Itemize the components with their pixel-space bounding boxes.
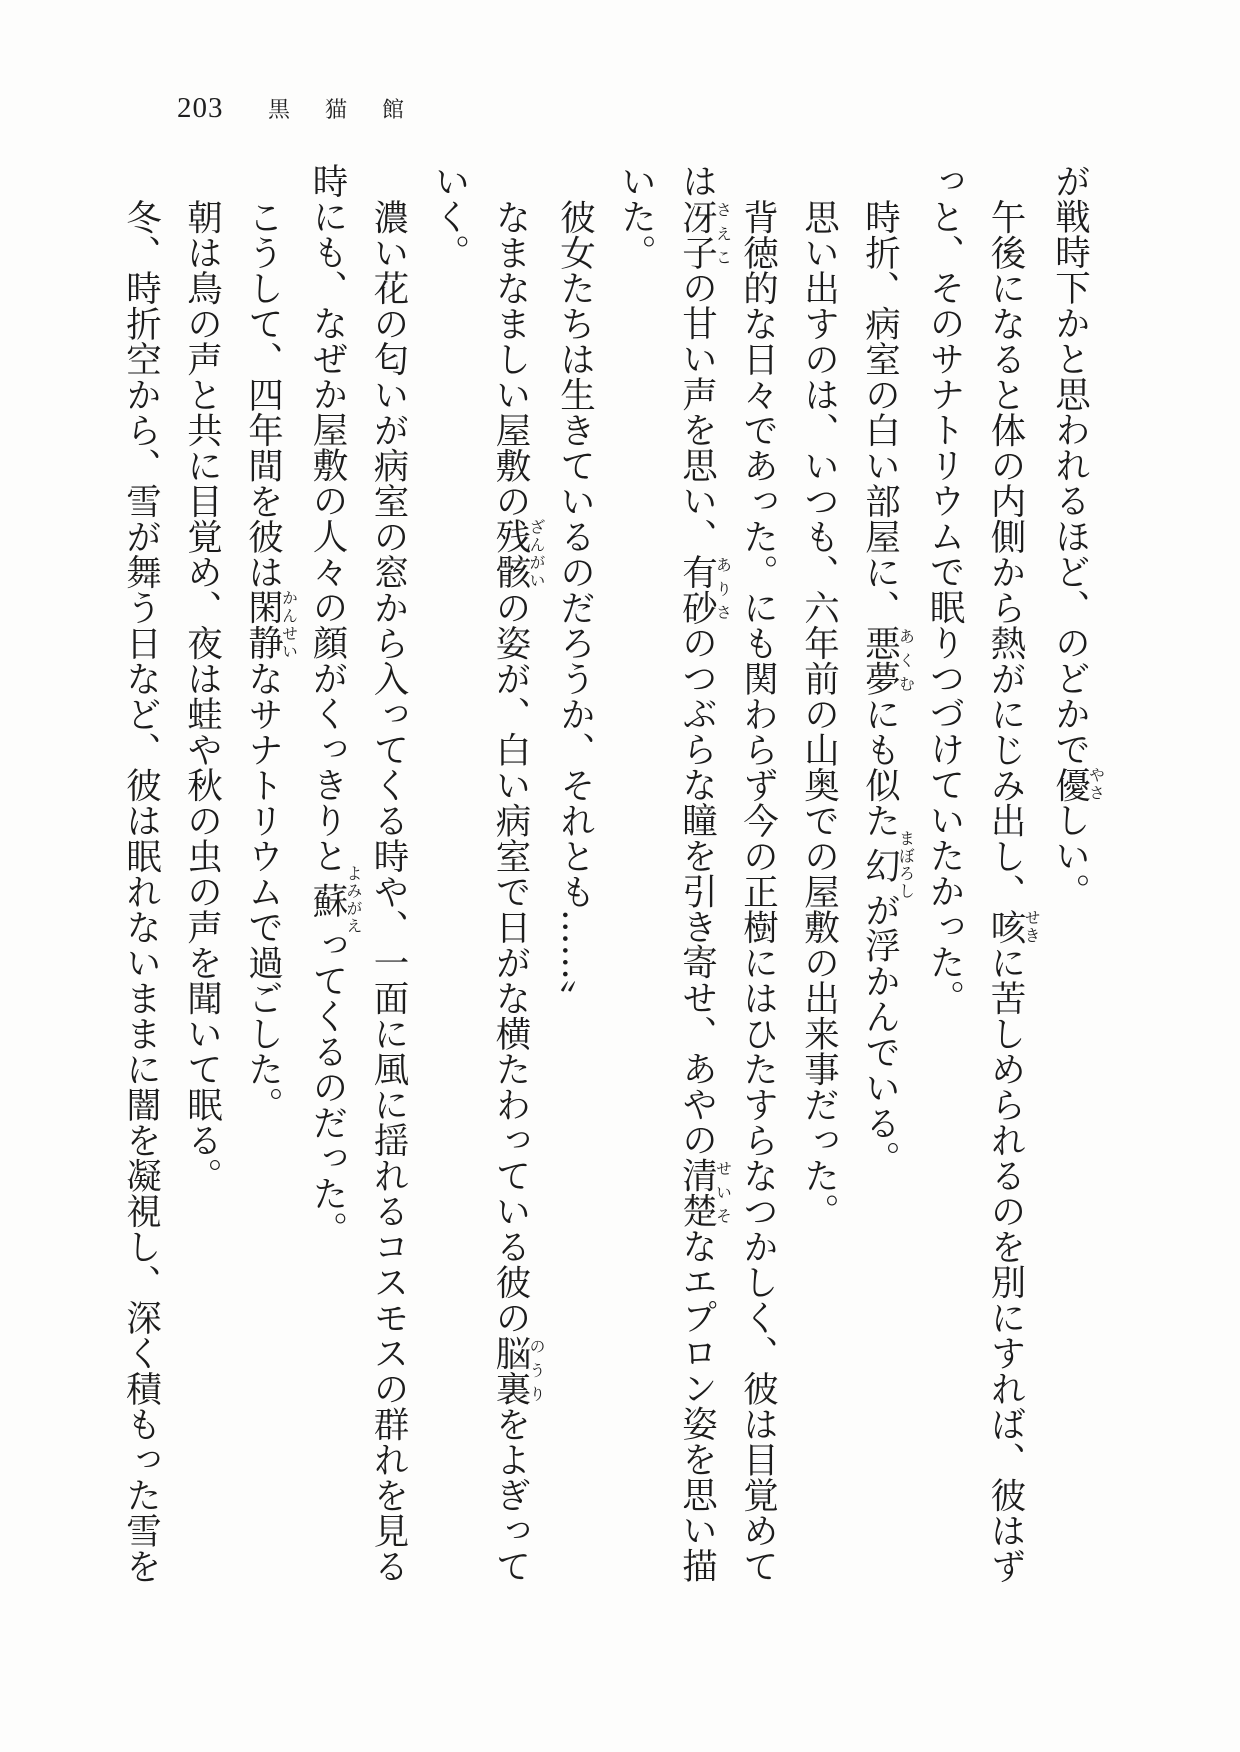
paragraph: 時折、病室の白い部屋に、悪夢あくむにも似た幻まぼろしが浮かんでいる。: [859, 198, 916, 1176]
paragraph: なまなましい屋敷の残骸ざんがいの姿が、白い病室で日がな横たわっている彼の脳裏のうりをよぎっていく。: [429, 163, 546, 1583]
ruby-term: 幻まぼろし: [859, 829, 916, 900]
ruby-term: 残骸ざんがい: [490, 518, 546, 589]
furigana: のうり: [527, 1334, 546, 1406]
paragraph: が戦時下かと思われるほど、のどかで優やさしい。: [1049, 163, 1106, 909]
paragraph: 冬、時折空から、雪が舞う日など、彼は眠れないままに闇を凝視し、深く積もった雪を: [120, 198, 162, 1583]
furigana: よみがえ: [344, 865, 363, 935]
furigana: ざんがい: [527, 518, 546, 589]
paragraph: 彼女たちは生きているのだろうか、それとも……〞: [554, 198, 596, 1015]
furigana: せき: [1022, 908, 1041, 944]
paragraph: 朝は鳥の声と共に目覚め、夜は蛙や秋の虫の声を聞いて眠る。: [181, 198, 223, 1193]
furigana: ありさ: [713, 553, 733, 625]
furigana: やさ: [1086, 766, 1106, 802]
ruby-term: 閑静かんせい: [242, 589, 299, 660]
paragraph: こうして、四年間を彼は閑静かんせいなサナトリウムで過ごした。: [242, 198, 299, 1122]
furigana: かんせい: [279, 589, 299, 660]
ruby-term: 脳裏のうり: [490, 1334, 546, 1406]
furigana: さえこ: [713, 198, 733, 270]
furigana: まぼろし: [896, 829, 916, 900]
body-text: [120, 163, 1106, 1584]
paragraph: 背徳的な日々であった。にも関わらず今の正樹にはひたすらなつかしく、彼は目覚めては冴子さえこの甘い声を思い、有砂ありさのつぶらな瞳を引き寄せ、あやの清楚せいそなエプロン姿を思い描いた。: [615, 163, 779, 1583]
paragraph: 午後になると体の内側から熱がにじみ出し、咳せきに苦しめられるのを別にすれば、彼はずっと、そのサナトリウムで眠りつづけていたかった。: [924, 163, 1041, 1583]
furigana: あくむ: [896, 624, 916, 696]
paragraph: 濃い花の匂いが病室の窓から入ってくる時や、一面に風に揺れるコスモスの群れを見る時にも、なぜか屋敷の人々の顔がくっきりと蘇よみがえってくるのだった。: [307, 163, 409, 1583]
ruby-term: 蘇よみがえ: [307, 865, 363, 935]
ruby-term: 咳せき: [985, 908, 1041, 944]
ruby-term: 悪夢あくむ: [859, 624, 916, 696]
paragraph: 思い出すのは、いつも、六年前の山奥での屋敷の出来事だった。: [798, 198, 840, 1228]
ruby-term: 冴子さえこ: [676, 198, 733, 270]
page-number: 203: [177, 92, 224, 124]
ruby-term: 清楚せいそ: [676, 1157, 733, 1228]
ruby-term: 優やさ: [1049, 766, 1106, 802]
furigana: せいそ: [713, 1157, 733, 1228]
ruby-term: 有砂ありさ: [676, 553, 733, 625]
page-title: 黒猫館: [268, 98, 440, 123]
